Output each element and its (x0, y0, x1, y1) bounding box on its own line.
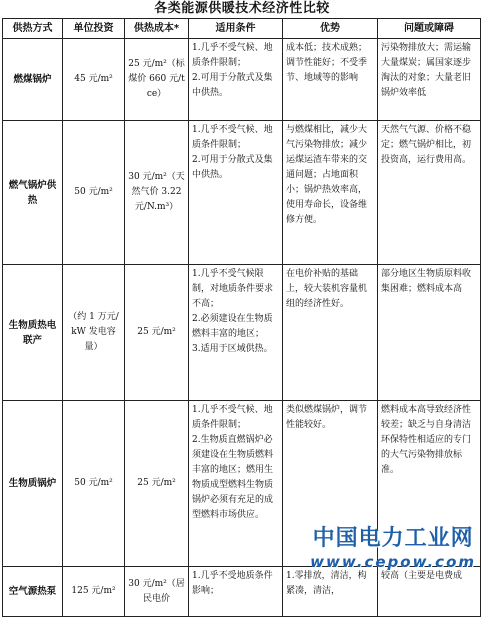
table-row (3, 265, 481, 401)
condition-cell: 1.几乎不受气候、地质条件限制； 2.可用于分散式及集中供热。 (189, 121, 283, 265)
comparison-table (2, 18, 481, 617)
condition-cell: 1.几乎不受气候、地质条件限制； 2.可用于分散式及集中供热。 (189, 39, 283, 121)
table-row (3, 39, 481, 121)
header-unit-investment: 单位投资 (63, 19, 125, 39)
table-title: 各类能源供暖技术经济性比较 (154, 1, 330, 16)
investment-cell: 125 元/m² (63, 567, 125, 617)
header-heating-method: 供热方式 (3, 19, 63, 39)
investment-cell: 50 元/m² (63, 121, 125, 265)
problem-cell: 燃料成本高导致经济性较差；缺乏与自身清洁环保特性相适应的专门的大气污染物排放标准。 (378, 401, 481, 567)
problem-cell: 污染物排放大；需运输大量煤炭；属国家逐步淘汰的对象；大量老旧锅炉效率低 (378, 39, 481, 121)
condition-cell: 1.几乎不受气候、地质条件限制； 2.生物质直燃锅炉必须建设在生物质燃料丰富的地区；燃用生物质成型燃料生物质锅炉必须有充足的成型燃料市场供应。 (189, 401, 283, 567)
table-row (3, 121, 481, 265)
advantage-cell: 成本低；技术成熟；调节性能好；不受季节、地域等的影响 (283, 39, 378, 121)
investment-cell: 45 元/m² (63, 39, 125, 121)
table-row (3, 567, 481, 617)
header-advantages: 优势 (283, 19, 378, 39)
heating-method-cell: 生物质热电联产 (3, 265, 63, 401)
table-header-row (3, 19, 481, 39)
heating-method-cell: 生物质锅炉 (3, 401, 63, 567)
heating-method-cell: 燃煤锅炉 (3, 39, 63, 121)
condition-cell: 1.几乎不受地质条件影响； (189, 567, 283, 617)
table-row (3, 401, 481, 567)
condition-cell: 1.几乎不受气候限制，对地质条件要求不高； 2.必须建设在生物质燃料丰富的地区； 3.适用于区域供热。 (189, 265, 283, 401)
cost-cell: 30 元/m²（天然气价 3.22 元/N.m³） (125, 121, 189, 265)
cost-cell: 25 元/m² (125, 265, 189, 401)
cost-cell: 25 元/m² (125, 401, 189, 567)
investment-cell: （约 1 万元/kW 发电容量） (63, 265, 125, 401)
problem-cell: 较高（主要是电费成 (378, 567, 481, 617)
advantage-cell: 在电价补贴的基础上，较大装机容量机组的经济性好。 (283, 265, 378, 401)
heating-method-cell: 空气源热泵 (3, 567, 63, 617)
watermark-site-name: 中国电力工业网 (312, 526, 474, 551)
heating-method-cell: 燃气锅炉供热 (3, 121, 63, 265)
header-problems: 问题或障碍 (378, 19, 481, 39)
header-heating-cost: 供热成本* (125, 19, 189, 39)
advantage-cell: 1.零排放，清洁，构紧凑，清洁， (283, 567, 378, 617)
problem-cell: 部分地区生物质原料收集困难；燃料成本高 (378, 265, 481, 401)
header-applicable-conditions: 适用条件 (189, 19, 283, 39)
problem-cell: 天然气气源、价格不稳定；燃气锅炉相比，初投资高，运行费用高。 (378, 121, 481, 265)
watermark-url: www.cepow.com (310, 553, 476, 571)
investment-cell: 50 元/m² (63, 401, 125, 567)
advantage-cell: 类似燃煤锅炉，调节性能较好。 (283, 401, 378, 567)
cost-cell: 25 元/m²（标煤价 660 元/tce） (125, 39, 189, 121)
cost-cell: 30 元/m²（居民电价 (125, 567, 189, 617)
advantage-cell: 与燃煤相比，减少大气污染物排放；减少运煤运渣车带来的交通问题；占地面积小；锅炉热效率高，使用寿命长，设备维修方便。 (283, 121, 378, 265)
